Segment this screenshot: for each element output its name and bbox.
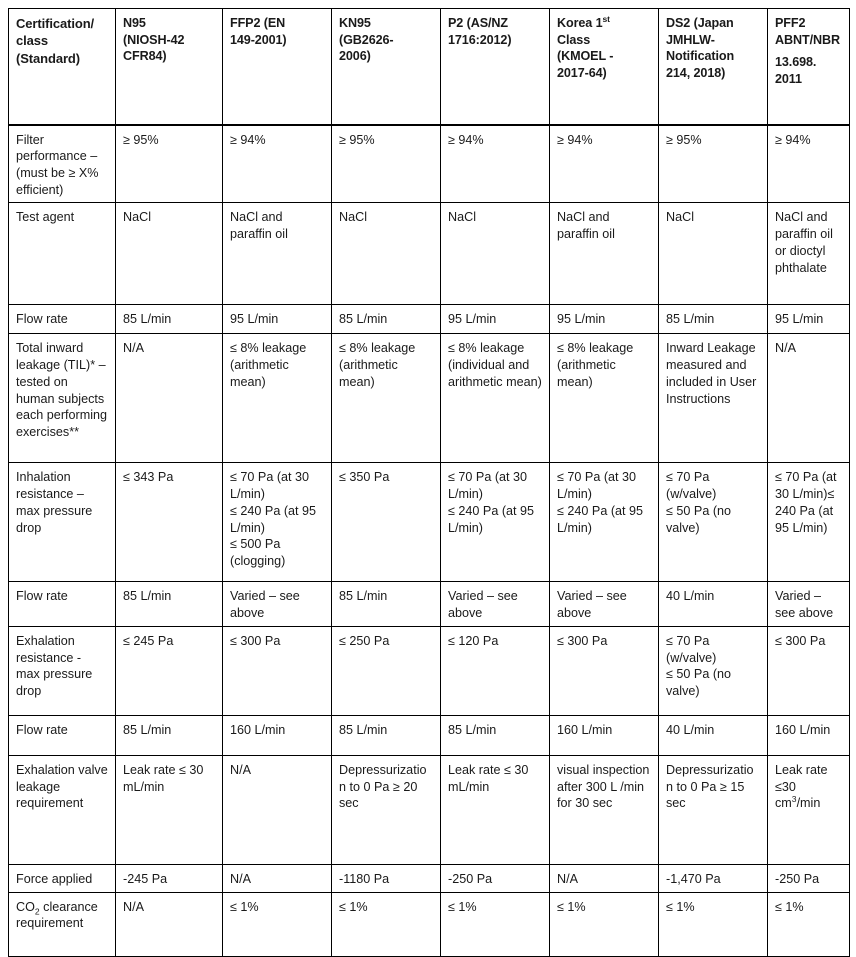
cell-line: ≤ 50 Pa (no valve) — [666, 667, 732, 699]
cell: N/A — [116, 334, 223, 463]
cell: NaCl and paraffin oil or dioctyl phthalate — [768, 203, 850, 305]
cell: Varied – see above — [550, 582, 659, 626]
header-line: CFR84) — [123, 49, 167, 64]
row-label-total-inward-leakage: Total inward leakage (TIL)* – tested on human subjects each performing exercises** — [9, 334, 116, 463]
header-line: N95 — [123, 16, 146, 30]
cell: ≤ 343 Pa — [116, 463, 223, 582]
cell-line: ≤ 70 Pa (w/valve) — [666, 633, 717, 665]
ordinal-superscript: st — [602, 13, 610, 24]
cell: Inward Leakage measured and included in User Instructions — [659, 334, 768, 463]
row-label-exhalation-valve-leakage: Exhalation valve leakage requirement — [9, 755, 116, 864]
cell-line: ≤ 500 Pa (clogging) — [230, 537, 286, 569]
column-header-n95 — [116, 9, 223, 125]
cell: Varied – see above — [768, 582, 850, 626]
column-header-korea-1st-class — [550, 9, 659, 125]
header-line: KN95 — [339, 16, 371, 30]
cell: ≥ 94% — [441, 125, 550, 203]
cell: ≤ 1% — [441, 892, 550, 956]
header-line: 1716:2012) — [448, 32, 512, 47]
cell: N/A — [223, 755, 332, 864]
cell-line: 240 Pa (at 95 L/min) — [775, 503, 834, 535]
cell: 85 L/min — [332, 305, 441, 334]
cell: -245 Pa — [116, 864, 223, 892]
cell: NaCl — [659, 203, 768, 305]
table-row — [9, 755, 850, 864]
cell-line: ≤ 240 Pa (at 95 L/min) — [557, 503, 644, 535]
cell: ≥ 95% — [659, 125, 768, 203]
cell: 40 L/min — [659, 582, 768, 626]
cell-text: CO — [16, 899, 35, 914]
row-label-filter-performance: Filter performance – (must be ≥ X% efficient) — [9, 125, 116, 203]
header-line: (NIOSH-42 — [123, 32, 185, 47]
header-line: Class — [557, 32, 591, 47]
row-label-inhalation-resistance: Inhalation resistance – max pressure drop — [9, 463, 116, 582]
table-row — [9, 334, 850, 463]
cell: 85 L/min — [332, 582, 441, 626]
cell — [441, 463, 550, 582]
cell: N/A — [768, 334, 850, 463]
column-header-pff2-abnt-nbr — [768, 9, 850, 125]
table-row — [9, 305, 850, 334]
cell-line: ≤ 70 Pa (at 30 L/min) — [230, 470, 310, 502]
row-label-flow-rate-3: Flow rate — [9, 715, 116, 755]
cell: ≤ 120 Pa — [441, 626, 550, 715]
cell: 95 L/min — [441, 305, 550, 334]
row-label-flow-rate-1: Flow rate — [9, 305, 116, 334]
cell: -1,470 Pa — [659, 864, 768, 892]
cell: ≤ 300 Pa — [550, 626, 659, 715]
column-header-kn95 — [332, 9, 441, 125]
cell: 85 L/min — [116, 582, 223, 626]
cell: -250 Pa — [441, 864, 550, 892]
cell-text: /min — [796, 796, 821, 811]
cell: ≤ 245 Pa — [116, 626, 223, 715]
header-line: class — [16, 33, 49, 49]
cell: NaCl and paraffin oil — [550, 203, 659, 305]
cell: ≤ 1% — [223, 892, 332, 956]
cell: ≤ 1% — [332, 892, 441, 956]
cell-line: ≤ 70 Pa (at 30 L/min)≤ — [775, 470, 837, 502]
table-header — [9, 9, 850, 125]
cell: 85 L/min — [332, 715, 441, 755]
row-label-exhalation-resistance: Exhalation resistance - max pressure drop — [9, 626, 116, 715]
cell — [768, 463, 850, 582]
table-row — [9, 203, 850, 305]
cell: NaCl — [441, 203, 550, 305]
column-header-p2 — [441, 9, 550, 125]
header-line: 2006) — [339, 49, 371, 64]
header-line: ABNT/NBR — [775, 32, 840, 47]
cell: 95 L/min — [550, 305, 659, 334]
cell-text: cm — [775, 796, 792, 811]
cell: 85 L/min — [441, 715, 550, 755]
cell-line: ≤30 — [775, 779, 796, 794]
cell: 40 L/min — [659, 715, 768, 755]
column-header-ffp2 — [223, 9, 332, 125]
cell-line: ≤ 70 Pa (at 30 L/min) — [448, 470, 528, 502]
header-line: Notification — [666, 49, 735, 64]
cell: -1180 Pa — [332, 864, 441, 892]
cell: ≥ 95% — [116, 125, 223, 203]
cell: ≥ 94% — [550, 125, 659, 203]
header-line: 2011 — [775, 72, 802, 87]
cell: Depressurization to 0 Pa ≥ 15 sec — [659, 755, 768, 864]
cell-line: Leak rate — [775, 762, 828, 777]
row-label-force-applied: Force applied — [9, 864, 116, 892]
cell: ≥ 94% — [768, 125, 850, 203]
co2-subscript: 2 — [34, 906, 40, 917]
cell — [659, 463, 768, 582]
column-header-certification-class — [9, 9, 116, 125]
cell: ≤ 350 Pa — [332, 463, 441, 582]
cell: N/A — [116, 892, 223, 956]
cell: ≤ 8% leakage (arithmetic mean) — [332, 334, 441, 463]
cell: 85 L/min — [659, 305, 768, 334]
header-line: 214, 2018) — [666, 66, 726, 81]
cell-text: clearance requirement — [16, 899, 98, 931]
table-row — [9, 715, 850, 755]
header-line: 2017-64) — [557, 66, 607, 81]
header-line: JMHLW- — [666, 32, 715, 47]
cell — [223, 463, 332, 582]
cell: 85 L/min — [116, 305, 223, 334]
cell-line: ≤ 240 Pa (at 95 L/min) — [448, 503, 535, 535]
cell-line: ≤ 70 Pa (at 30 L/min) — [557, 470, 637, 502]
cell: NaCl — [332, 203, 441, 305]
table-row — [9, 892, 850, 956]
cell: ≤ 300 Pa — [223, 626, 332, 715]
cell: ≤ 1% — [768, 892, 850, 956]
header-line: (KMOEL - — [557, 49, 614, 64]
header-line: (GB2626- — [339, 32, 394, 47]
cell: ≤ 250 Pa — [332, 626, 441, 715]
row-label-test-agent: Test agent — [9, 203, 116, 305]
cell-line: ≤ 240 Pa (at 95 L/min) — [230, 503, 317, 535]
cell: ≥ 95% — [332, 125, 441, 203]
cell: ≤ 1% — [550, 892, 659, 956]
cell: ≤ 300 Pa — [768, 626, 850, 715]
row-label-flow-rate-2: Flow rate — [9, 582, 116, 626]
cell: 160 L/min — [550, 715, 659, 755]
cell: Leak rate ≤ 30 mL/min — [441, 755, 550, 864]
cell: visual inspection after 300 L /min for 30 sec — [550, 755, 659, 864]
header-row — [9, 9, 850, 125]
cell: N/A — [223, 864, 332, 892]
cell: Varied – see above — [441, 582, 550, 626]
header-line — [557, 15, 651, 32]
header-line: 13.698. — [775, 55, 817, 70]
cell — [550, 463, 659, 582]
cell: -250 Pa — [768, 864, 850, 892]
cell: N/A — [550, 864, 659, 892]
header-line: PFF2 — [775, 16, 806, 30]
table-row — [9, 626, 850, 715]
cell: ≤ 1% — [659, 892, 768, 956]
cell: Leak rate ≤ 30 mL/min — [116, 755, 223, 864]
cell: 85 L/min — [116, 715, 223, 755]
table-row — [9, 864, 850, 892]
header-line: P2 (AS/NZ — [448, 16, 508, 30]
cell: NaCl and paraffin oil — [223, 203, 332, 305]
cell-line: ≤ 70 Pa (w/valve) — [666, 470, 717, 502]
column-header-ds2-japan — [659, 9, 768, 125]
cubic-superscript: 3 — [791, 794, 797, 805]
cell: ≤ 8% leakage (arithmetic mean) — [223, 334, 332, 463]
cell: ≤ 8% leakage (individual and arithmetic mean) — [441, 334, 550, 463]
cell: 95 L/min — [768, 305, 850, 334]
cell-line — [775, 795, 842, 812]
cell: NaCl — [116, 203, 223, 305]
header-line: FFP2 (EN — [230, 16, 286, 30]
header-line: Certification/ — [16, 16, 95, 31]
respirator-standards-table — [8, 8, 850, 957]
table-row — [9, 125, 850, 203]
table-body — [9, 125, 850, 957]
header-line: (Standard) — [16, 50, 81, 66]
table-row — [9, 463, 850, 582]
header-line: DS2 (Japan — [666, 16, 734, 30]
cell: ≤ 8% leakage (arithmetic mean) — [550, 334, 659, 463]
cell: Varied – see above — [223, 582, 332, 626]
header-line: 149-2001) — [230, 32, 287, 47]
table-row — [9, 582, 850, 626]
header-text: Korea 1 — [557, 16, 603, 30]
row-label-co2-clearance — [9, 892, 116, 956]
cell: Depressurization to 0 Pa ≥ 20 sec — [332, 755, 441, 864]
cell: ≥ 94% — [223, 125, 332, 203]
cell: 160 L/min — [223, 715, 332, 755]
cell: 95 L/min — [223, 305, 332, 334]
cell — [768, 755, 850, 864]
cell — [659, 626, 768, 715]
cell-line: ≤ 50 Pa (no valve) — [666, 503, 732, 535]
cell: 160 L/min — [768, 715, 850, 755]
